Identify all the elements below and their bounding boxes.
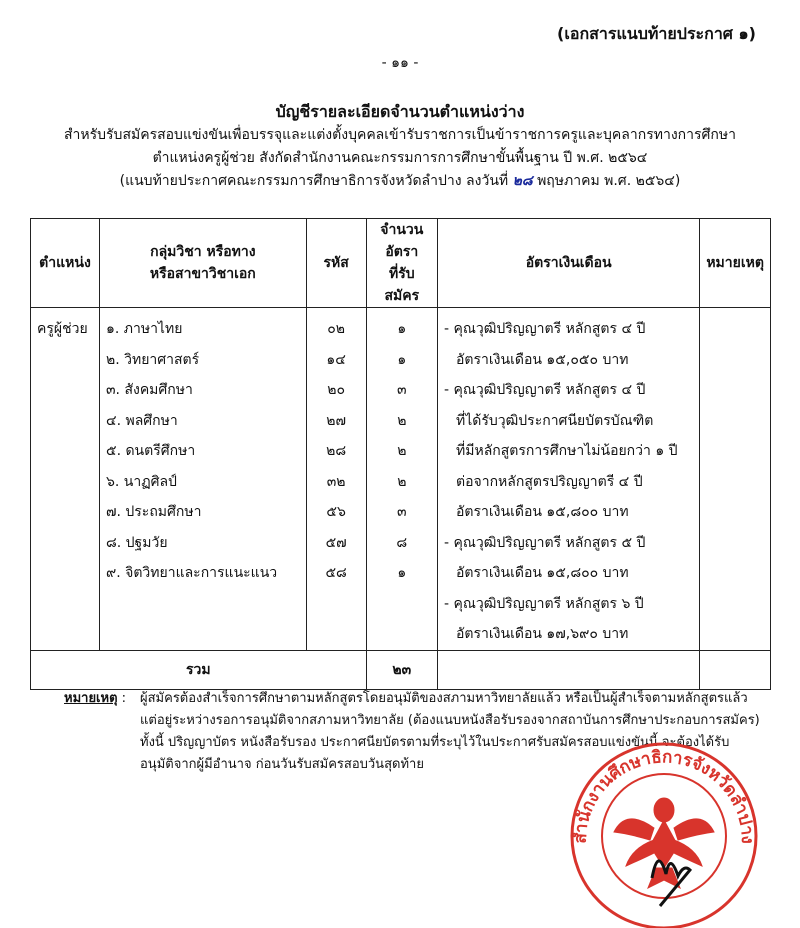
heading-line-3-prefix: (แนบท้ายประกาศคณะกรรมการศึกษาธิการจังหวัดลำปาง ลงวันที่ bbox=[119, 173, 509, 189]
header-count bbox=[366, 219, 437, 308]
seal-ring-text: สำนักงานศึกษาธิการจังหวัดลำปาง bbox=[570, 747, 758, 845]
salary-line: ต่อจากหลักสูตรปริญญาตรี ๔ ปี bbox=[456, 473, 643, 490]
subject-item: ๕. ดนตรีศึกษา bbox=[105, 443, 196, 459]
subject-item: ๔. พลศึกษา bbox=[105, 412, 178, 429]
subject-item: ๖. นาฏศิลป์ bbox=[105, 473, 177, 490]
count-item: ๓ bbox=[397, 382, 407, 398]
salary-line: อัตราเงินเดือน ๑๕,๐๕๐ บาท bbox=[456, 351, 629, 368]
note-line: อนุมัติจากผู้มีอำนาจ ก่อนวันรับสมัครสอบวันสุดท้าย bbox=[140, 757, 424, 772]
count-item: ๑ bbox=[397, 351, 407, 368]
note-line: ทั้งนี้ ปริญญาบัตร หนังสือรับรอง ประกาศนียบัตรตามที่ระบุไว้ในประกาศรับสมัครสอบแข่งขันนี้ จะต้องได้รับ bbox=[140, 735, 730, 750]
salary-line: อัตราเงินเดือน ๑๕,๘๐๐ บาท bbox=[456, 565, 629, 581]
total-value-cell bbox=[366, 650, 437, 689]
official-seal bbox=[540, 728, 780, 928]
salary-line: อัตราเงินเดือน ๑๗,๖๙๐ บาท bbox=[456, 626, 629, 642]
attachment-label: (เอกสารแนบท้ายประกาศ ๑) bbox=[557, 24, 756, 43]
subject-item: ๗. ประถมศึกษา bbox=[105, 504, 202, 520]
total-empty-remark bbox=[700, 650, 771, 689]
total-row bbox=[31, 650, 771, 689]
salary-line: ที่มีหลักสูตรการศึกษาไม่น้อยกว่า ๑ ปี bbox=[456, 443, 678, 459]
count-item: ๒ bbox=[397, 443, 407, 459]
header-count-line-2: อัตรา bbox=[385, 244, 419, 260]
header-subject bbox=[99, 219, 306, 308]
salary-line: - คุณวุฒิปริญญาตรี หลักสูตร ๔ ปี bbox=[444, 382, 646, 398]
document-title: บัญชีรายละเอียดจำนวนตำแหน่งว่าง bbox=[275, 102, 525, 121]
remark-note bbox=[64, 688, 779, 772]
total-label: รวม bbox=[186, 661, 211, 678]
document-heading bbox=[0, 100, 800, 193]
salary-cell bbox=[438, 308, 700, 651]
code-item: ๒๗ bbox=[326, 412, 347, 429]
header-remark: หมายเหตุ bbox=[700, 219, 771, 308]
note-line: ผู้สมัครต้องสำเร็จการศึกษาตามหลักสูตรโดยอนุมัติของสภามหาวิทยาลัยแล้ว หรือเป็นผู้สำเร็จตามหลักสูตรแล้ว bbox=[140, 691, 748, 706]
note-label: หมายเหตุ bbox=[64, 691, 118, 706]
total-empty-salary bbox=[438, 650, 700, 689]
count-item: ๑ bbox=[397, 565, 407, 581]
subject-item: ๘. ปฐมวัย bbox=[105, 534, 168, 551]
subject-cell bbox=[99, 308, 306, 651]
code-item: ๕๗ bbox=[325, 534, 347, 551]
subject-item: ๒. วิทยาศาสตร์ bbox=[105, 351, 200, 368]
count-cell bbox=[366, 308, 437, 651]
total-value: ๒๓ bbox=[392, 661, 412, 678]
handwritten-day: ๒๘ bbox=[512, 173, 533, 189]
code-item: ๒๐ bbox=[327, 382, 346, 398]
salary-line: ที่ได้รับวุฒิประกาศนียบัตรบัณฑิต bbox=[456, 412, 654, 429]
position-cell bbox=[31, 308, 100, 651]
code-item: ๑๔ bbox=[326, 351, 346, 368]
code-item: ๐๒ bbox=[327, 321, 346, 337]
salary-line: อัตราเงินเดือน ๑๕,๘๐๐ บาท bbox=[456, 504, 629, 520]
header-salary: อัตราเงินเดือน bbox=[438, 219, 700, 308]
header-count-line-3: ที่รับสมัคร bbox=[384, 266, 420, 304]
heading-line-2: ตำแหน่งครูผู้ช่วย สังกัดสำนักงานคณะกรรมการการศึกษาขั้นพื้นฐาน ปี พ.ศ. ๒๕๖๔ bbox=[152, 150, 648, 166]
header-position: ตำแหน่ง bbox=[31, 219, 100, 308]
remark-cell bbox=[700, 308, 771, 651]
table-header-row bbox=[31, 219, 771, 308]
total-label-cell bbox=[31, 650, 367, 689]
header-subject-line-2: หรือสาขาวิชาเอก bbox=[149, 266, 256, 282]
header-code: รหัส bbox=[306, 219, 366, 308]
count-item: ๘ bbox=[396, 534, 408, 551]
code-cell bbox=[306, 308, 366, 651]
subject-item: ๓. สังคมศึกษา bbox=[105, 382, 193, 398]
position-value: ครูผู้ช่วย bbox=[37, 321, 88, 337]
vacancy-table bbox=[30, 218, 771, 690]
code-item: ๓๒ bbox=[326, 473, 346, 490]
code-item: ๕๖ bbox=[326, 504, 346, 520]
header-subject-line-1: กลุ่มวิชา หรือทาง bbox=[150, 244, 256, 260]
salary-line: - คุณวุฒิปริญญาตรี หลักสูตร ๖ ปี bbox=[444, 595, 644, 612]
count-item: ๑ bbox=[397, 321, 407, 337]
count-item: ๒ bbox=[397, 412, 407, 429]
salary-line: - คุณวุฒิปริญญาตรี หลักสูตร ๔ ปี bbox=[444, 321, 646, 337]
page-number: - ๑๑ - bbox=[381, 55, 419, 71]
heading-line-3-suffix: พฤษภาคม พ.ศ. ๒๕๖๔) bbox=[537, 173, 681, 189]
subject-item: ๑. ภาษาไทย bbox=[105, 321, 183, 337]
salary-line: - คุณวุฒิปริญญาตรี หลักสูตร ๕ ปี bbox=[444, 534, 646, 551]
count-item: ๒ bbox=[397, 473, 407, 490]
garuda-emblem-icon bbox=[614, 798, 714, 888]
heading-line-1: สำหรับรับสมัครสอบแข่งขันเพื่อบรรจุและแต่งตั้งบุคคลเข้ารับราชการเป็นข้าราชการครูและบุคลากรทางการศึกษา bbox=[64, 127, 736, 143]
header-count-line-1: จำนวน bbox=[380, 222, 424, 238]
subject-item: ๙. จิตวิทยาและการแนะแนว bbox=[105, 565, 278, 581]
note-colon: : bbox=[117, 691, 127, 706]
code-item: ๒๘ bbox=[326, 443, 347, 459]
heading-line-3 bbox=[0, 170, 800, 193]
table-body-row bbox=[31, 308, 771, 651]
code-item: ๕๘ bbox=[325, 565, 347, 581]
count-item: ๓ bbox=[397, 504, 407, 520]
note-line: แต่อยู่ระหว่างรอการอนุมัติจากสภามหาวิทยาลัย (ต้องแนบหนังสือรับรองจากสถาบันการศึกษาประกอบการสมัคร) bbox=[140, 713, 760, 728]
